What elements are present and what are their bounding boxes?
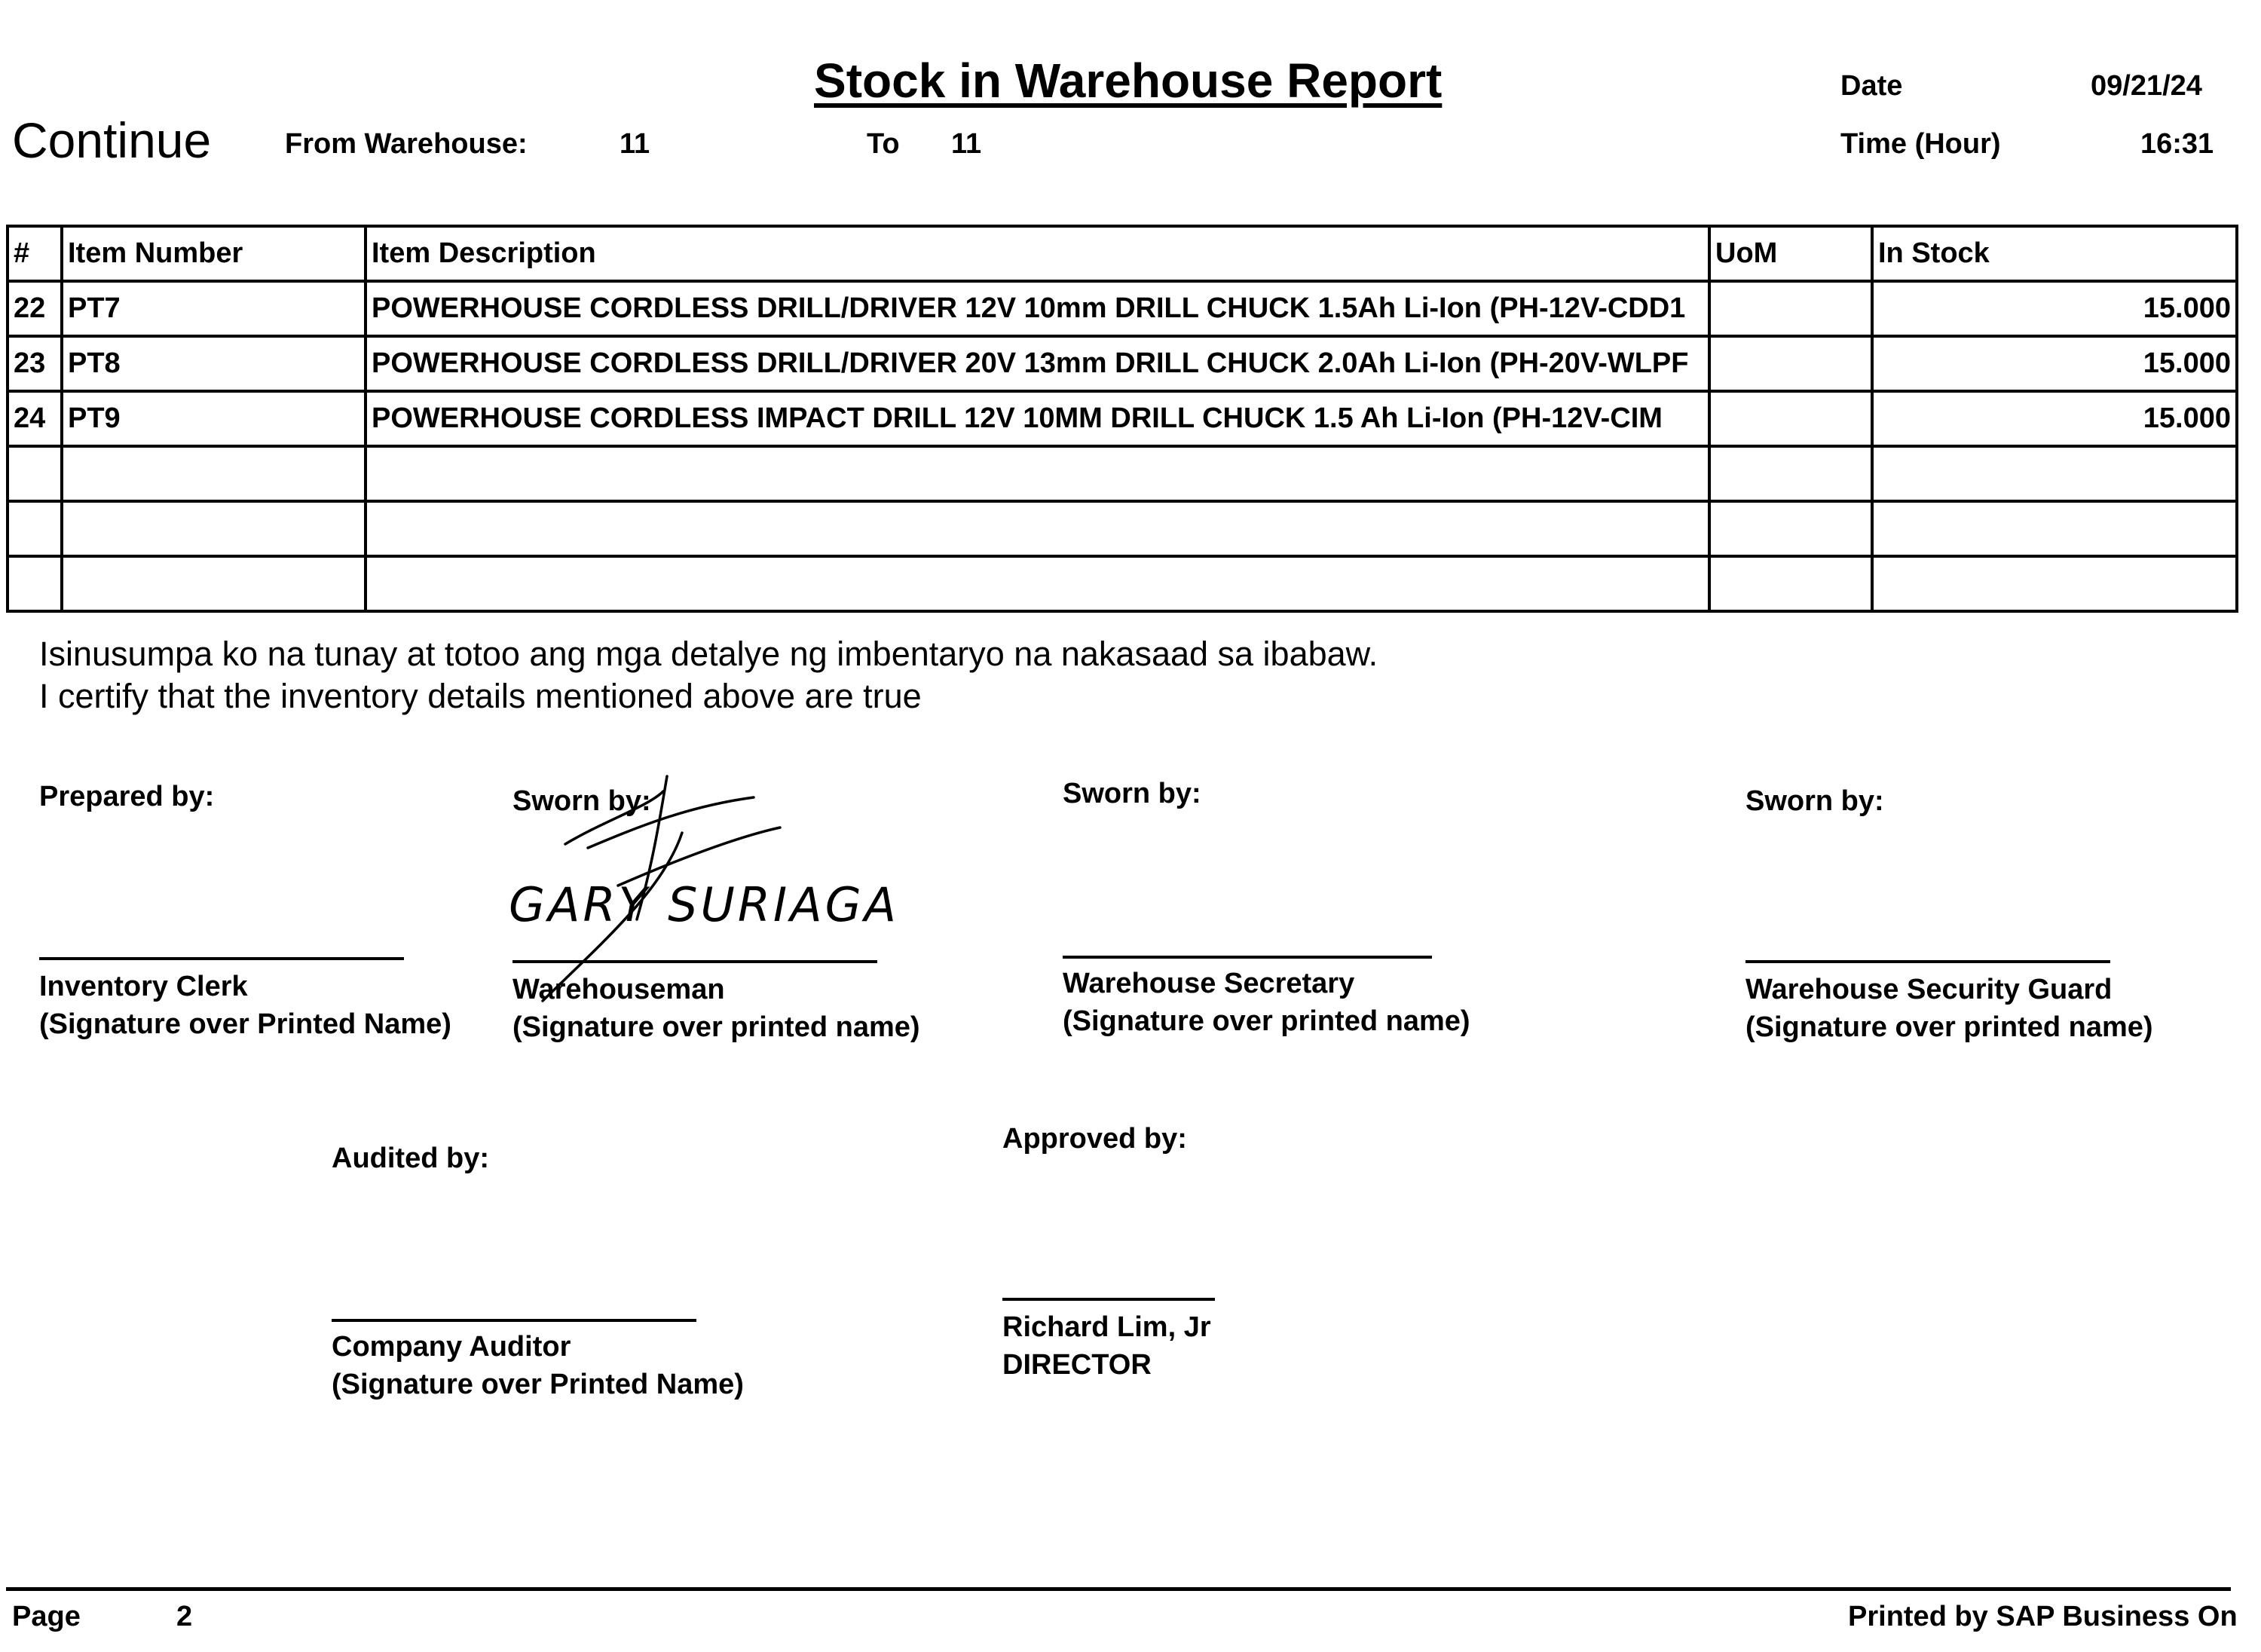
audited-role: Company Auditor xyxy=(332,1331,571,1363)
handwritten-signature xyxy=(497,761,904,1010)
sworn-by-caption-1: Sworn by: xyxy=(512,785,651,817)
item-uom xyxy=(1709,281,1872,336)
item-description: POWERHOUSE CORDLESS DRILL/DRIVER 20V 13mm DRILL CHUCK 2.0Ah Li-Ion (PH-20V-WLPF xyxy=(366,336,1709,391)
from-warehouse-label: From Warehouse: xyxy=(285,128,528,160)
item-uom xyxy=(1709,446,1872,501)
approver-name: Richard Lim, Jr xyxy=(1002,1311,1211,1343)
col-header-item-description: Item Description xyxy=(366,226,1709,281)
prepared-note: (Signature over Printed Name) xyxy=(39,1008,451,1040)
item-uom xyxy=(1709,556,1872,611)
continue-label: Continue xyxy=(12,112,212,168)
item-number xyxy=(62,501,366,556)
audited-by-caption: Audited by: xyxy=(332,1143,489,1174)
item-description xyxy=(366,501,1709,556)
sworn-signature-line-3 xyxy=(1745,960,2110,963)
sworn-by-caption-2: Sworn by: xyxy=(1063,778,1201,809)
table-row xyxy=(8,391,2237,446)
item-description xyxy=(366,556,1709,611)
item-in-stock: 15.000 xyxy=(1872,336,2237,391)
table-row xyxy=(8,556,2237,611)
date-value: 09/21/24 xyxy=(2091,70,2202,102)
audited-signature-line xyxy=(332,1319,696,1322)
page-number: 2 xyxy=(176,1601,193,1632)
prepared-role: Inventory Clerk xyxy=(39,971,248,1002)
item-description: POWERHOUSE CORDLESS IMPACT DRILL 12V 10MM DRILL CHUCK 1.5 Ah Li-Ion (PH-12V-CIM xyxy=(366,391,1709,446)
item-uom xyxy=(1709,501,1872,556)
report-title: Stock in Warehouse Report xyxy=(814,54,1443,108)
sworn-role-1: Warehouseman xyxy=(512,974,725,1005)
sworn-note-1: (Signature over printed name) xyxy=(512,1011,920,1043)
time-value: 16:31 xyxy=(2140,128,2214,160)
stock-table xyxy=(6,225,2238,613)
approved-signature-line xyxy=(1002,1298,1215,1301)
row-number xyxy=(8,501,62,556)
sworn-role-3: Warehouse Security Guard xyxy=(1745,974,2113,1005)
col-header-item-number: Item Number xyxy=(62,226,366,281)
signature-handwriting: GARY SURIAGA xyxy=(509,877,900,932)
certification-line-1: Isinusumpa ko na tunay at totoo ang mga detalye ng imbentaryo na nakasaad sa ibabaw. xyxy=(39,635,1378,673)
item-number: PT8 xyxy=(62,336,366,391)
item-in-stock xyxy=(1872,501,2237,556)
time-label: Time (Hour) xyxy=(1840,128,2001,160)
item-in-stock xyxy=(1872,446,2237,501)
date-label: Date xyxy=(1840,70,1903,102)
from-warehouse-value: 11 xyxy=(620,128,650,160)
printed-by-text: Printed by SAP Business On xyxy=(1848,1601,2238,1632)
audited-note: (Signature over Printed Name) xyxy=(332,1369,744,1400)
row-number xyxy=(8,556,62,611)
to-label: To xyxy=(867,128,900,160)
col-header-in-stock: In Stock xyxy=(1872,226,2237,281)
table-row xyxy=(8,281,2237,336)
row-number xyxy=(8,446,62,501)
item-description xyxy=(366,446,1709,501)
prepared-signature-line xyxy=(39,957,404,960)
col-header-number: # xyxy=(8,226,62,281)
item-number xyxy=(62,446,366,501)
item-number xyxy=(62,556,366,611)
item-in-stock xyxy=(1872,556,2237,611)
sworn-signature-line-2 xyxy=(1063,956,1432,959)
row-number: 22 xyxy=(8,281,62,336)
to-value: 11 xyxy=(951,128,982,160)
table-row xyxy=(8,501,2237,556)
item-in-stock: 15.000 xyxy=(1872,391,2237,446)
prepared-by-caption: Prepared by: xyxy=(39,781,215,812)
row-number: 24 xyxy=(8,391,62,446)
table-header-row xyxy=(8,226,2237,281)
item-number: PT9 xyxy=(62,391,366,446)
table-row xyxy=(8,446,2237,501)
row-number: 23 xyxy=(8,336,62,391)
sworn-by-caption-3: Sworn by: xyxy=(1745,785,1884,817)
sworn-signature-line-1 xyxy=(512,960,877,963)
certification-line-2: I certify that the inventory details mentioned above are true xyxy=(39,677,922,715)
item-uom xyxy=(1709,336,1872,391)
sworn-note-3: (Signature over printed name) xyxy=(1745,1011,2153,1043)
approver-role: DIRECTOR xyxy=(1002,1349,1152,1381)
item-description: POWERHOUSE CORDLESS DRILL/DRIVER 12V 10mm DRILL CHUCK 1.5Ah Li-Ion (PH-12V-CDD1 xyxy=(366,281,1709,336)
item-uom xyxy=(1709,391,1872,446)
col-header-uom: UoM xyxy=(1709,226,1872,281)
approved-by-caption: Approved by: xyxy=(1002,1123,1187,1155)
item-in-stock: 15.000 xyxy=(1872,281,2237,336)
sworn-note-2: (Signature over printed name) xyxy=(1063,1005,1470,1037)
item-number: PT7 xyxy=(62,281,366,336)
footer-divider xyxy=(6,1587,2231,1591)
sworn-role-2: Warehouse Secretary xyxy=(1063,968,1355,999)
page-label: Page xyxy=(12,1601,81,1632)
table-row xyxy=(8,336,2237,391)
